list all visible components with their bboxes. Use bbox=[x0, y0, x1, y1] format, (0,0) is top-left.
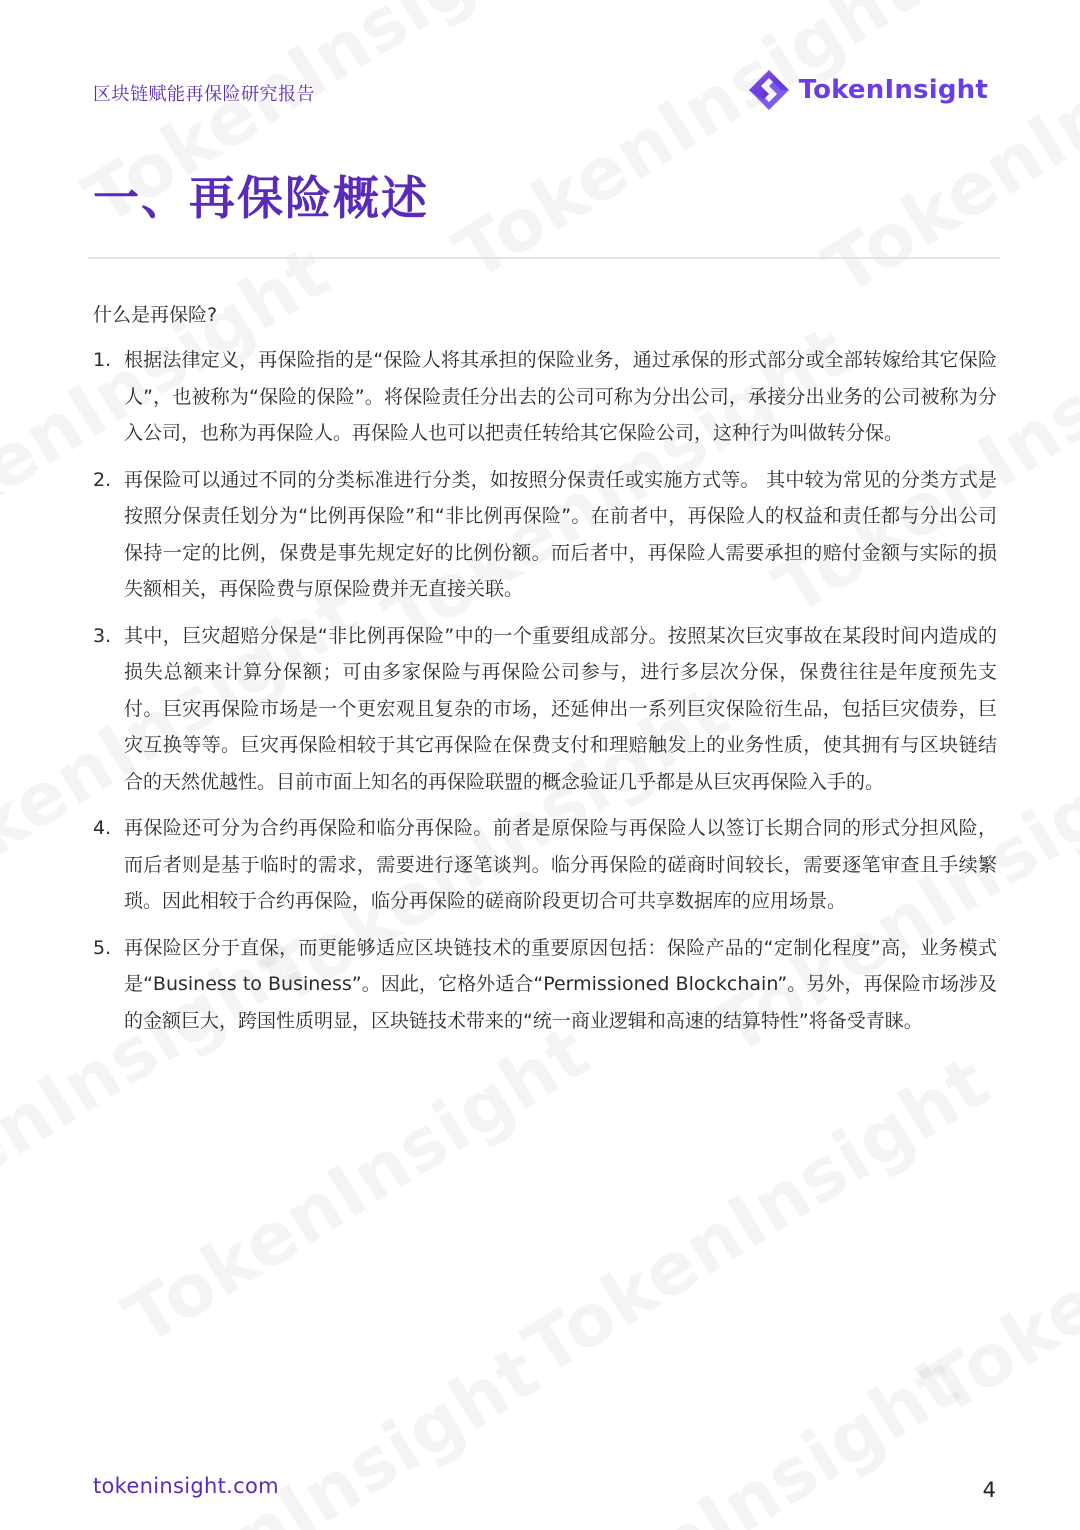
list-text: 根据法律定义，再保险指的是“保险人将其承担的保险业务，通过承保的形式部分或全部转嫁给其它保险人”，也被称为“保险的保险”。将保险责任分出去的公司可称为分出公司，承接分出业务的公司被称为分入公司，也称为再保险人。再保险人也可以把责任转给其它保险公司，这种行为叫做转分保。 bbox=[124, 349, 997, 444]
watermark bbox=[60, 1329, 554, 1530]
list-item bbox=[93, 462, 997, 608]
list-number: 5. bbox=[93, 936, 112, 959]
watermark bbox=[110, 1009, 604, 1361]
page-header bbox=[93, 75, 993, 120]
report-title: 区块链赋能再保险研究报告 bbox=[93, 84, 315, 105]
list-text: 再保险区分于直保，而更能够适应区块链技术的重要原因包括：保险产品的“定制化程度”高，业务模式是“Business to Business”。因此，它格外适合“Permissioned Blockchain”。另外，再保险市场涉及的金额巨大，跨国性质明显，区块链技术带来的“统一商业逻辑和高速的结算特性”将备受青睐。 bbox=[124, 936, 997, 1032]
logo-text: TokenInsight bbox=[798, 75, 988, 105]
watermark bbox=[480, 1339, 974, 1530]
definition-list bbox=[93, 342, 997, 1049]
list-item bbox=[93, 930, 997, 1040]
watermark bbox=[440, 0, 934, 296]
watermark bbox=[510, 1039, 1004, 1391]
list-number: 1. bbox=[93, 349, 112, 371]
intro-question: 什么是再保险? bbox=[93, 304, 218, 326]
tokeninsight-logo-icon bbox=[747, 68, 791, 112]
page-number: 4 bbox=[982, 1478, 996, 1502]
list-item bbox=[93, 810, 997, 920]
watermark bbox=[910, 1079, 1080, 1431]
list-item bbox=[93, 618, 997, 801]
list-number: 4. bbox=[93, 817, 112, 839]
list-text: 再保险还可分为合约再保险和临分再保险。前者是原保险与再保险人以签订长期合同的形式分担风险，而后者则是基于临时的需求，需要进行逐笔谈判。临分再保险的磋商时间较长，需要逐笔审查且手续繁琐。因此相较于合约再保险，临分再保险的磋商阶段更切合可共享数据库的应用场景。 bbox=[124, 817, 997, 912]
list-item bbox=[93, 342, 997, 452]
list-text: 其中，巨灾超赔分保是“非比例再保险”中的一个重要组成部分。按照某次巨灾事故在某段时间内造成的损失总额来计算分保额；可由多家保险与再保险公司参与，进行多层次分保，保费往往是年度预先支付。巨灾再保险市场是一个更宏观且复杂的市场，还延伸出一系列巨灾保险衍生品，包括巨灾债券，巨灾互换等等。巨灾再保险相较于其它再保险在保费支付和理赔触发上的业务性质，使其拥有与区块链结合的天然优越性。目前市面上知名的再保险联盟的概念验证几乎都是从巨灾再保险入手的。 bbox=[124, 624, 997, 793]
list-text: 再保险可以通过不同的分类标准进行分类，如按照分保责任或实施方式等。 其中较为常见的分类方式是按照分保责任划分为“比例再保险”和“非比例再保险”。在前者中，再保险人的权益和责任都与分出公司保持一定的比例，保费是事先规定好的比例份额。而后者中，再保险人需要承担的赔付金额与实际的损失额相关，再保险费与原保险费并无直接关联。 bbox=[124, 468, 997, 600]
list-number: 3. bbox=[93, 624, 112, 647]
list-number: 2. bbox=[93, 468, 112, 491]
title-divider bbox=[88, 257, 1000, 259]
watermark bbox=[810, 0, 1080, 311]
section-title: 一、再保险概述 bbox=[93, 171, 429, 225]
footer-link[interactable]: tokeninsight.com bbox=[93, 1474, 279, 1498]
tokeninsight-logo bbox=[747, 66, 988, 114]
